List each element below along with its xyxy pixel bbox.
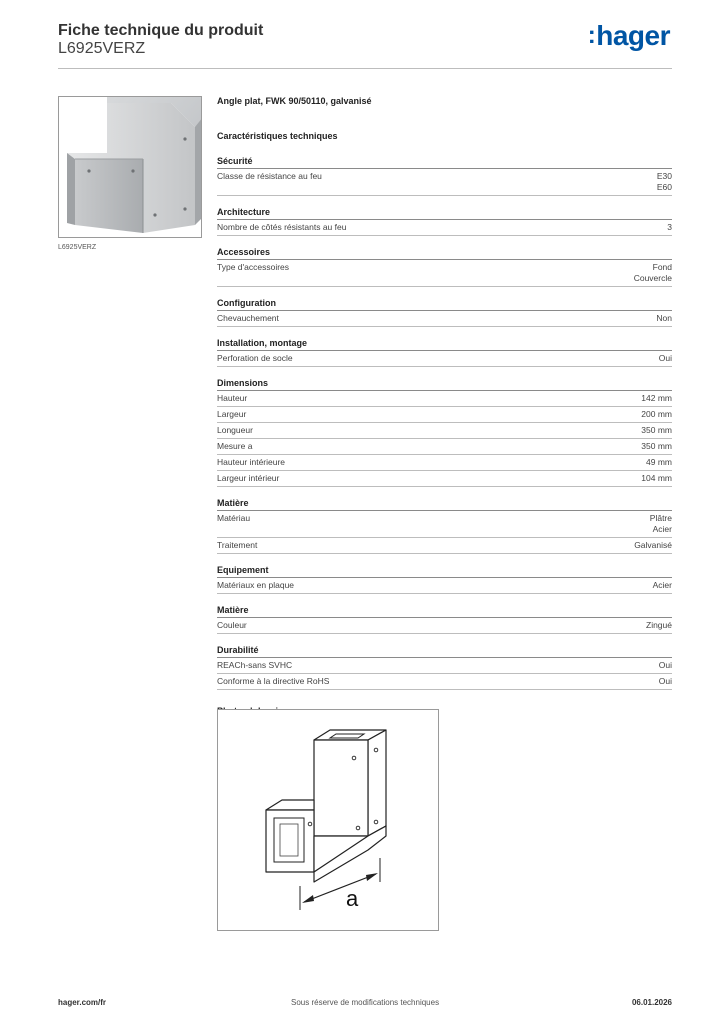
hager-logo [588, 20, 670, 52]
spec-label: Couleur [217, 620, 247, 630]
spec-row [217, 351, 672, 367]
spec-value [646, 457, 672, 468]
header-divider [58, 68, 672, 69]
spec-value-line: Oui [658, 676, 672, 686]
spec-value [641, 473, 672, 484]
logo-text: hager [596, 20, 670, 51]
technical-drawing-image [218, 710, 440, 932]
spec-label: Longueur [217, 425, 253, 435]
spec-section [217, 207, 672, 236]
spec-value-line: 350 mm [641, 425, 672, 435]
spec-label: Largeur [217, 409, 247, 419]
section-title: Architecture [217, 207, 672, 220]
spec-value-line: 200 mm [641, 409, 672, 419]
spec-value [656, 313, 672, 324]
spec-row [217, 658, 672, 674]
page-header [58, 22, 672, 70]
tech-characteristics-heading: Caractéristiques techniques [217, 131, 338, 141]
spec-label: Matériau [217, 513, 251, 523]
spec-value [641, 441, 672, 452]
section-title: Installation, montage [217, 338, 672, 351]
spec-value-line: Plâtre [649, 513, 672, 523]
spec-label: Traitement [217, 540, 258, 550]
spec-row [217, 511, 672, 538]
product-name: Angle plat, FWK 90/50110, galvanisé [217, 96, 372, 106]
spec-section [217, 156, 672, 196]
spec-value [667, 222, 672, 233]
spec-row [217, 407, 672, 423]
product-photo-image [59, 97, 202, 238]
footer-disclaimer: Sous réserve de modifications techniques [291, 998, 440, 1007]
spec-value [650, 513, 672, 535]
spec-value-line: 142 mm [641, 393, 672, 403]
footer-date: 06.01.2026 [631, 998, 672, 1007]
spec-value [634, 262, 672, 284]
spec-row [217, 538, 672, 554]
section-title: Dimensions [217, 378, 672, 391]
spec-value [634, 540, 672, 551]
product-specs [217, 96, 672, 716]
spec-section [217, 565, 672, 594]
spec-section [217, 338, 672, 367]
spec-row [217, 439, 672, 455]
spec-row [217, 455, 672, 471]
spec-row [217, 674, 672, 690]
spec-section [217, 498, 672, 554]
photo-caption: L6925VERZ [58, 244, 97, 251]
spec-row [217, 220, 672, 236]
spec-value-line: 104 mm [641, 473, 672, 483]
spec-value [657, 171, 672, 193]
spec-label: Hauteur [217, 393, 248, 403]
spec-value [659, 660, 672, 671]
spec-value [659, 676, 672, 687]
spec-section [217, 605, 672, 634]
spec-value-line: Acier [652, 580, 672, 590]
spec-section [217, 378, 672, 487]
technical-drawing [217, 709, 439, 931]
spec-value [646, 620, 672, 631]
spec-label: Mesure a [217, 441, 253, 451]
spec-label: Conforme à la directive RoHS [217, 676, 330, 686]
spec-row [217, 578, 672, 594]
section-title: Matière [217, 605, 672, 618]
product-photo [58, 96, 202, 238]
spec-value [641, 409, 672, 420]
spec-value [641, 393, 672, 404]
logo-colon: : [587, 22, 596, 49]
spec-label: Classe de résistance au feu [217, 171, 322, 181]
spec-section [217, 645, 672, 690]
spec-row [217, 423, 672, 439]
spec-label: Largeur intérieur [217, 473, 280, 483]
section-title: Accessoires [217, 247, 672, 260]
spec-label: Matériaux en plaque [217, 580, 295, 590]
spec-label: REACh-sans SVHC [217, 660, 293, 670]
spec-label: Hauteur intérieure [217, 457, 286, 467]
spec-section [217, 247, 672, 287]
spec-value-line: Couvercle [633, 273, 672, 283]
spec-value [659, 353, 672, 364]
spec-value-line: Oui [658, 353, 672, 363]
spec-value-line: E30 [656, 171, 672, 181]
spec-value-line: 49 mm [646, 457, 672, 467]
spec-value-line: Galvanisé [634, 540, 672, 550]
spec-value-line: Zingué [646, 620, 672, 630]
footer-website: hager.com/fr [58, 998, 107, 1007]
section-title: Equipement [217, 565, 672, 578]
spec-label: Chevauchement [217, 313, 279, 323]
spec-value-line: Fond [652, 262, 672, 272]
spec-value-line: E60 [656, 182, 672, 192]
spec-section [217, 298, 672, 327]
spec-label: Perforation de socle [217, 353, 293, 363]
page-title: Fiche technique du produit [58, 22, 264, 39]
dimension-label: a [346, 886, 359, 911]
spec-row [217, 169, 672, 196]
section-title: Sécurité [217, 156, 672, 169]
spec-row [217, 391, 672, 407]
spec-label: Type d'accessoires [217, 262, 290, 272]
section-title: Matière [217, 498, 672, 511]
spec-value-line: 350 mm [641, 441, 672, 451]
spec-row [217, 311, 672, 327]
spec-value-line: Acier [652, 524, 672, 534]
spec-label: Nombre de côtés résistants au feu [217, 222, 347, 232]
spec-row [217, 260, 672, 287]
spec-row [217, 471, 672, 487]
product-reference: L6925VERZ [58, 40, 146, 57]
spec-value [641, 425, 672, 436]
section-title: Durabilité [217, 645, 672, 658]
spec-value-line: Non [656, 313, 672, 323]
spec-row [217, 618, 672, 634]
spec-value-line: Oui [658, 660, 672, 670]
spec-value [653, 580, 672, 591]
spec-sections [217, 156, 672, 690]
section-title: Configuration [217, 298, 672, 311]
spec-value-line: 3 [667, 222, 672, 232]
